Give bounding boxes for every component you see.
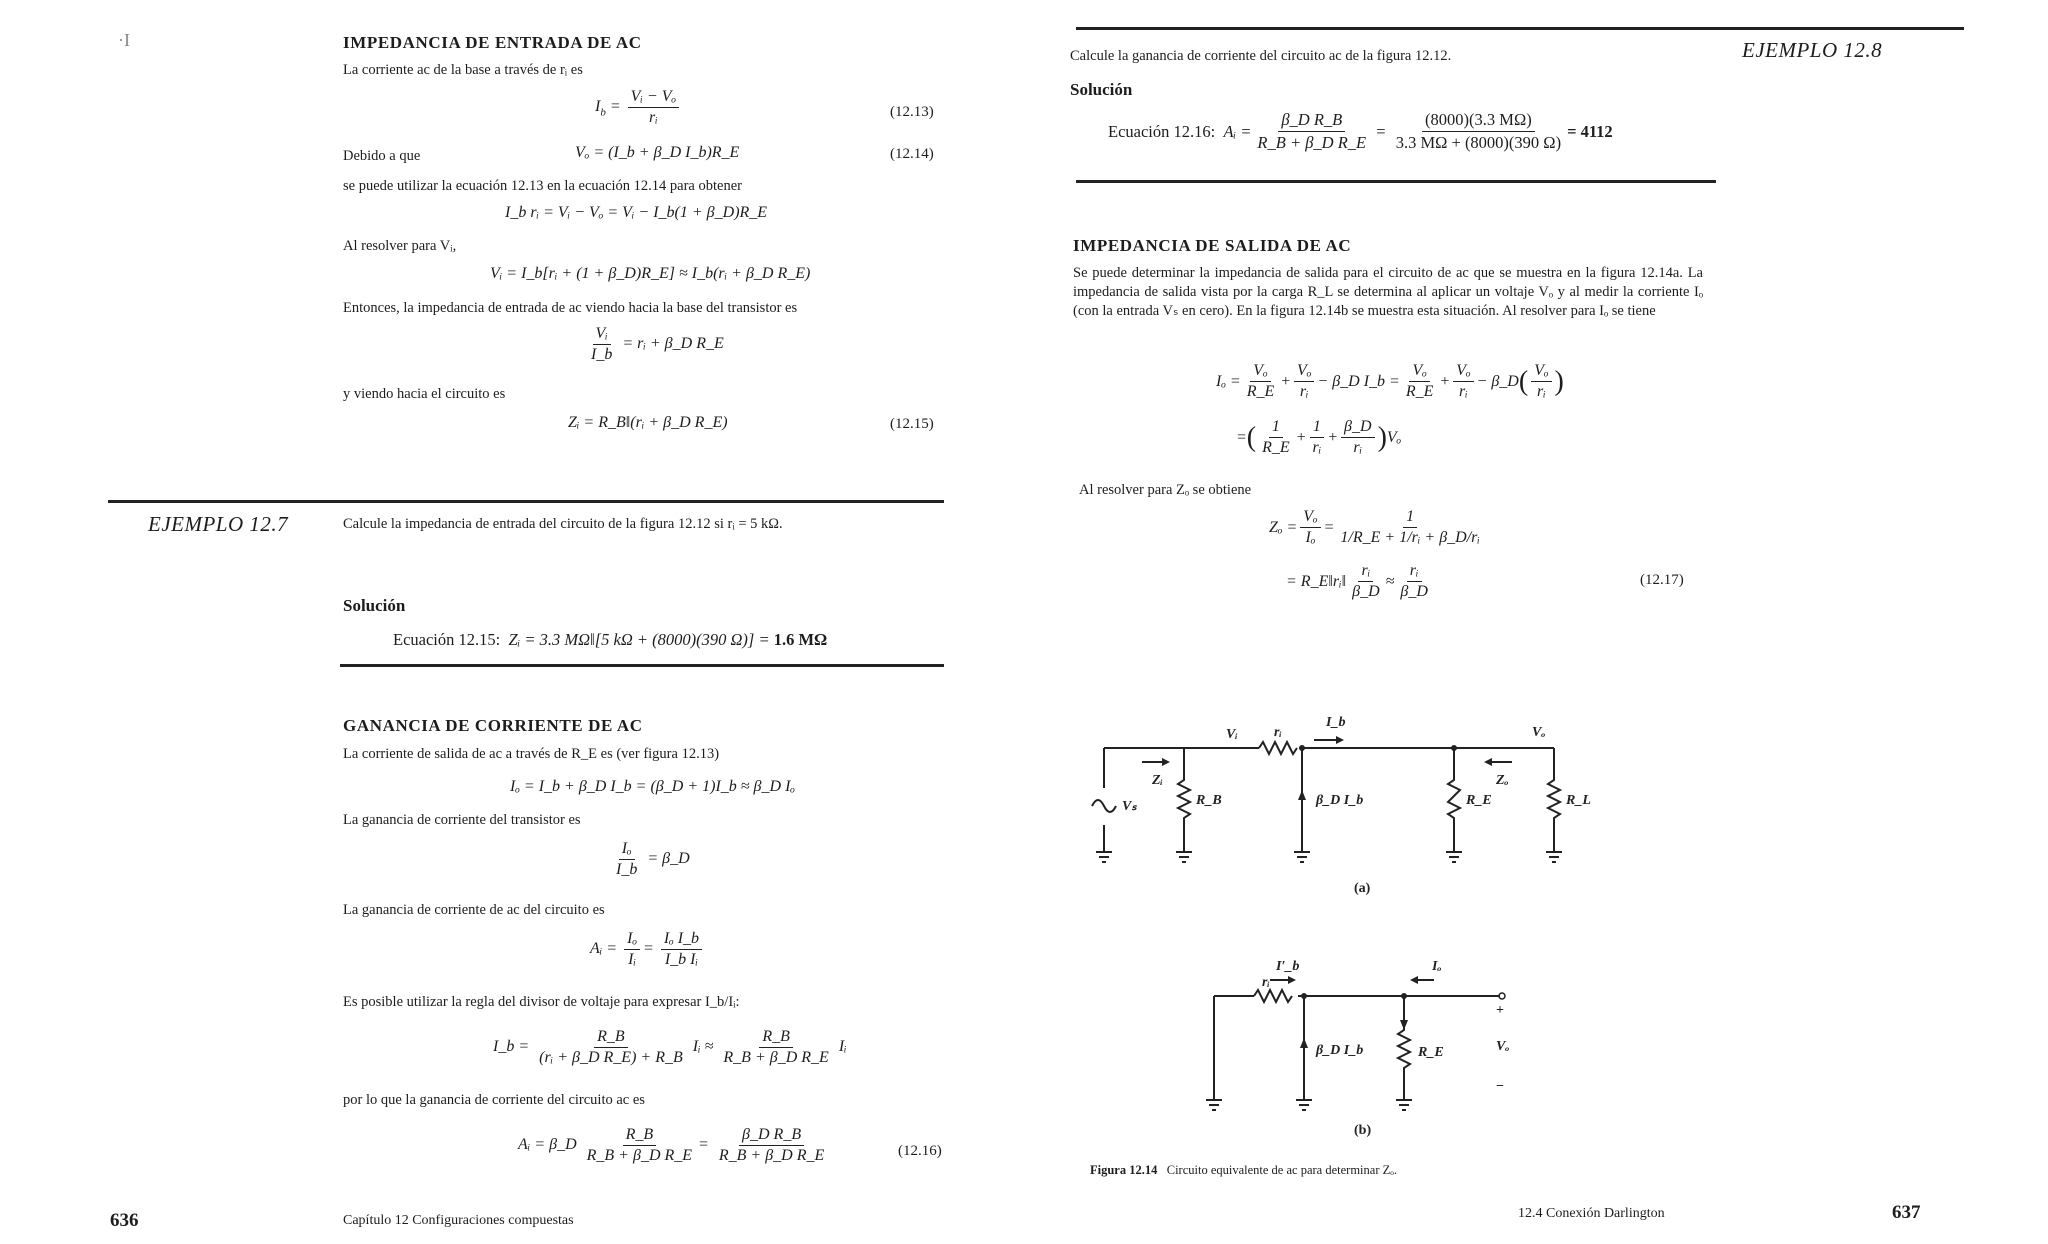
eq-mid: Iᵢ ≈ bbox=[692, 1038, 714, 1056]
fraction bbox=[1309, 418, 1324, 457]
eq-mid: ≈ bbox=[1385, 572, 1395, 590]
paragraph: Debido a que bbox=[343, 148, 421, 164]
eq-tail: Iᵢ bbox=[838, 1038, 847, 1056]
eq-result: 1.6 MΩ bbox=[773, 630, 828, 649]
label-re: R_E bbox=[1418, 1045, 1444, 1060]
circuit-figure-a bbox=[1064, 700, 1664, 910]
frac-den: I_b bbox=[591, 346, 613, 363]
node bbox=[1401, 993, 1407, 999]
frac-num: R_B bbox=[623, 1126, 657, 1146]
equation-number: (12.15) bbox=[890, 416, 934, 432]
paragraph: Es posible utilizar la regla del divisor de voltaje para expresar I_b/Iᵢ: bbox=[343, 994, 740, 1010]
equation-number: (12.14) bbox=[890, 146, 934, 162]
node bbox=[1451, 745, 1457, 751]
equation-number: (12.17) bbox=[1640, 572, 1684, 588]
paragraph: se puede utilizar la ecuación 12.13 en la ecuación 12.14 para obtener bbox=[343, 178, 742, 194]
paragraph: Al resolver para Vᵢ, bbox=[343, 238, 457, 254]
eq-lhs: Aᵢ = β_D bbox=[518, 1136, 577, 1154]
eq-prefix: Ecuación 12.16: bbox=[1108, 121, 1216, 141]
label-rb: R_B bbox=[1196, 793, 1222, 808]
resistor-rb bbox=[1178, 748, 1190, 852]
frac-num: Iₒ bbox=[624, 930, 640, 950]
ground-icon bbox=[1296, 1100, 1312, 1110]
frac-num: Iₒ I_b bbox=[661, 930, 702, 950]
paragraph: Se puede determinar la impedancia de salida para el circuito de ac que se muestra en la figura 12.14a. La impedancia de salida vista por la carga R_L se determina al aplicar un voltaje Vₒ y al medir la corriente Iₒ (con la entrada Vₛ en cero). En la figura 12.14b se muestra esta situación. Al resolver para Iₒ se tiene bbox=[1073, 265, 1703, 319]
eq-lhs: = bbox=[1236, 428, 1247, 446]
fraction bbox=[628, 88, 679, 127]
solution-equation: Ecuación 12.16: Aᵢ = $\frac{\text{β\_D R\_B}}{\text{R\_B + β\_D R\_E}}$ = $\frac{(8000)(3.3 M\Omega)}{3.3 M\Omega + (8000)(390 \Omega)}$ = 4112 bbox=[1108, 110, 1613, 152]
frac-num: β_D bbox=[1341, 418, 1375, 438]
fraction bbox=[661, 930, 702, 969]
heading-output-impedance: IMPEDANCIA DE SALIDA DE AC bbox=[1073, 236, 1352, 255]
label-re: R_E bbox=[1466, 793, 1492, 808]
resistor-rl bbox=[1548, 748, 1560, 852]
equation: Vᵢ = I_b[rᵢ + (1 + β_D)R_E] ≈ I_b(rᵢ + β_D R_E) bbox=[490, 265, 811, 282]
frac-num: 1 bbox=[1269, 418, 1283, 438]
equation: = ( $\frac{1}{R\_E}$ + $\frac{1}{\text{rᵢ}}$ + $\frac{\beta\_D}{\text{rᵢ}}$ ) Vₒ bbox=[1236, 418, 1402, 456]
right-page bbox=[1024, 0, 2048, 1244]
eq-prefix: Ecuación 12.15: bbox=[393, 630, 501, 649]
heading-input-impedance: IMPEDANCIA DE ENTRADA DE AC bbox=[343, 33, 642, 52]
figure-caption-label: Figura 12.14 bbox=[1090, 1163, 1158, 1177]
label-vs: Vₛ bbox=[1122, 799, 1137, 814]
frac-num: Vₒ bbox=[1250, 362, 1270, 382]
circuit-figure-b bbox=[1184, 950, 1584, 1150]
eq-tail: − β_D bbox=[1476, 372, 1519, 390]
frac-num: Vₒ bbox=[1300, 508, 1320, 528]
example-rule-bottom bbox=[340, 664, 944, 667]
eq-lhs: Aᵢ = bbox=[1223, 121, 1252, 141]
example-rule-bottom bbox=[1076, 180, 1716, 183]
label-ri: rᵢ bbox=[1274, 725, 1282, 740]
eq-body: Zᵢ = 3.3 MΩ‖[5 kΩ + (8000)(390 Ω)] = bbox=[508, 630, 770, 649]
frac-den: rᵢ bbox=[1299, 383, 1309, 400]
arrowhead-icon bbox=[1288, 976, 1296, 984]
solution-heading: Solución bbox=[1070, 80, 1133, 99]
equation-12-15: Zᵢ = R_B‖(rᵢ + β_D R_E) bbox=[568, 414, 728, 431]
label-io: Iₒ bbox=[1432, 959, 1442, 974]
frac-den: R_E bbox=[1405, 383, 1434, 400]
node bbox=[1299, 745, 1305, 751]
fraction bbox=[1244, 362, 1278, 401]
ground-icon bbox=[1176, 852, 1192, 862]
frac-den: R_E bbox=[1262, 439, 1290, 456]
frac-den: Iᵢ bbox=[628, 951, 636, 968]
frac-den: rᵢ bbox=[1353, 439, 1363, 456]
equation: Zₒ = $\frac{\text{Vₒ}}{\text{Iₒ}}$ = $\frac{1}{\text{1/R\_E + 1/rᵢ + β\_D/rᵢ}}$ bbox=[1269, 508, 1486, 547]
frac-num: R_B bbox=[594, 1028, 628, 1048]
frac-num: β_D R_B bbox=[739, 1126, 804, 1146]
eq-lhs: I bbox=[595, 98, 601, 116]
ground-icon bbox=[1096, 852, 1112, 862]
eq-tail: Vₒ bbox=[1386, 428, 1402, 446]
frac-num: Vₒ bbox=[1294, 362, 1314, 382]
ground-icon bbox=[1396, 1100, 1412, 1110]
page-number: 637 bbox=[1892, 1202, 1921, 1223]
ac-source bbox=[1092, 800, 1116, 812]
paragraph: por lo que la ganancia de corriente del circuito ac es bbox=[343, 1092, 645, 1108]
arrowhead-icon bbox=[1410, 976, 1418, 984]
running-footer: 12.4 Conexión Darlington bbox=[1518, 1206, 1665, 1221]
paragraph: La corriente ac de la base a través de rᵢ es bbox=[343, 62, 583, 78]
paragraph: La ganancia de corriente de ac del circuito es bbox=[343, 902, 605, 918]
label-plus: + bbox=[1496, 1003, 1504, 1018]
frac-num: rᵢ bbox=[1407, 562, 1422, 582]
frac-num: Vₒ bbox=[1409, 362, 1429, 382]
eq-result: = 4112 bbox=[1567, 121, 1613, 141]
arrowhead-icon bbox=[1336, 736, 1344, 744]
page-number: 636 bbox=[110, 1210, 139, 1231]
fraction bbox=[1453, 362, 1473, 401]
frac-den: rᵢ bbox=[1458, 383, 1468, 400]
resistor-ri bbox=[1254, 990, 1292, 1002]
arrowhead-icon bbox=[1298, 790, 1306, 800]
label-rl: R_L bbox=[1566, 793, 1591, 808]
solution-heading: Solución bbox=[343, 596, 406, 615]
ground-icon bbox=[1446, 852, 1462, 862]
frac-den: β_D bbox=[1400, 583, 1428, 600]
fraction bbox=[1393, 110, 1564, 153]
fraction bbox=[1531, 362, 1551, 401]
arrowhead-icon bbox=[1300, 1038, 1308, 1048]
frac-den: rᵢ bbox=[1312, 439, 1322, 456]
fraction bbox=[1254, 110, 1369, 153]
heading-current-gain: GANANCIA DE CORRIENTE DE AC bbox=[343, 716, 643, 735]
fraction bbox=[588, 325, 615, 364]
frac-den: 3.3 MΩ + (8000)(390 Ω) bbox=[1395, 133, 1562, 152]
eq-mid: − β_D I_b = bbox=[1317, 372, 1400, 390]
paragraph: Entonces, la impedancia de entrada de ac viendo hacia la base del transistor es bbox=[343, 300, 798, 316]
frac-den: rᵢ bbox=[1536, 383, 1546, 400]
eq-lhs: Zₒ = bbox=[1269, 518, 1298, 536]
label-minus: − bbox=[1496, 1079, 1504, 1094]
fraction bbox=[1337, 508, 1483, 547]
example-rule-top bbox=[1076, 27, 1964, 30]
frac-num: Vₒ bbox=[1453, 362, 1473, 382]
eq-lhs: Aᵢ = bbox=[590, 940, 618, 958]
frac-den: R_B + β_D R_E bbox=[586, 1147, 693, 1164]
resistor-re bbox=[1448, 748, 1460, 852]
frac-num: Vᵢ bbox=[593, 325, 611, 345]
fraction bbox=[1349, 562, 1383, 601]
paragraph: Al resolver para Zₒ se obtiene bbox=[1079, 482, 1252, 498]
paragraph: La ganancia de corriente del transistor es bbox=[343, 812, 581, 828]
fraction bbox=[1294, 362, 1314, 401]
ground-icon bbox=[1206, 1100, 1222, 1110]
equation-12-16: Aᵢ = β_D $\frac{R\_B}{\text{R\_B + β\_D R\_E}}$ = $\frac{\text{β\_D R\_B}}{\text{R\_B + β\_D R\_E}}$ bbox=[518, 1126, 830, 1165]
fraction bbox=[584, 1126, 695, 1165]
frac-num: rᵢ bbox=[1358, 562, 1373, 582]
paragraph: y viendo hacia el circuito es bbox=[343, 386, 506, 402]
stray-mark: ·I bbox=[118, 30, 130, 50]
frac-num: Vᵢ − Vₒ bbox=[628, 88, 679, 108]
equation-12-14: Vₒ = (I_b + β_D I_b)R_E bbox=[575, 144, 740, 161]
frac-den: β_D bbox=[1352, 583, 1380, 600]
paragraph: La corriente de salida de ac a través de R_E es (ver figura 12.13) bbox=[343, 746, 720, 762]
frac-den: rᵢ bbox=[648, 109, 658, 126]
figure-caption bbox=[1090, 1163, 1397, 1178]
ground-icon bbox=[1294, 852, 1310, 862]
resistor-ri bbox=[1259, 742, 1297, 754]
frac-den: (rᵢ + β_D R_E) + R_B bbox=[539, 1049, 683, 1066]
equation: I_b rᵢ = Vᵢ − Vₒ = Vᵢ − I_b(1 + β_D)R_E bbox=[505, 204, 768, 221]
frac-den: R_B + β_D R_E bbox=[723, 1049, 829, 1066]
frac-num: Iₒ bbox=[619, 840, 635, 860]
frac-den: 1/R_E + 1/rᵢ + β_D/rᵢ bbox=[1340, 529, 1480, 546]
example-label: EJEMPLO 12.8 bbox=[1742, 38, 1883, 62]
eq-lhs: = R_E‖rᵢ‖ bbox=[1286, 572, 1347, 590]
frac-den: I_b bbox=[616, 861, 638, 878]
equation bbox=[585, 325, 724, 364]
frac-num: β_D R_B bbox=[1278, 110, 1345, 132]
label-zo: Zₒ bbox=[1496, 773, 1509, 788]
fraction bbox=[1397, 562, 1431, 601]
figure-caption-b: (b) bbox=[1354, 1123, 1372, 1138]
equation-12-13: $I_b$ = $\frac{\text{Vᵢ − Vₒ}}{\text{rᵢ}}$ bbox=[595, 88, 682, 127]
fraction bbox=[624, 930, 640, 969]
solution-equation bbox=[393, 630, 827, 650]
frac-num: Vₒ bbox=[1531, 362, 1551, 382]
frac-num: (8000)(3.3 MΩ) bbox=[1422, 110, 1535, 132]
fraction bbox=[613, 840, 640, 879]
fraction bbox=[1300, 508, 1320, 547]
fraction bbox=[536, 1028, 686, 1067]
eq-lhs: Iₒ = bbox=[1216, 372, 1241, 390]
equation bbox=[610, 840, 690, 879]
label-bdib: β_D I_b bbox=[1316, 1043, 1364, 1058]
fraction bbox=[716, 1126, 827, 1165]
frac-num: 1 bbox=[1403, 508, 1417, 528]
label-bdib: β_D I_b bbox=[1316, 793, 1364, 808]
example-rule-top bbox=[108, 500, 944, 503]
equation: Iₒ = $\frac{\text{Vₒ}}{R\_E}$ + $\frac{\text{Vₒ}}{\text{rᵢ}}$ − β_D I_b = $\frac{\text{Vₒ}}{R\_E}$ + $\frac{\text{Vₒ}}{\text{rᵢ}}$ − β_D ( $\frac{\text{Vₒ}}{\text{rᵢ}}$ ) bbox=[1216, 362, 1564, 400]
label-ri: rᵢ bbox=[1262, 975, 1270, 990]
frac-num: R_B bbox=[759, 1028, 793, 1048]
fraction bbox=[1341, 418, 1375, 457]
ground-icon bbox=[1546, 852, 1562, 862]
equation: Aᵢ = $\frac{\text{Iₒ}}{\text{Iᵢ}}$ = $\frac{\text{Iₒ I\_b}}{\text{I\_b Iᵢ}}$ bbox=[590, 930, 705, 969]
equation bbox=[493, 1028, 847, 1067]
label-ib: I′_b bbox=[1276, 959, 1300, 974]
figure-caption-text: Circuito equivalente de ac para determinar Zₒ. bbox=[1166, 1163, 1397, 1177]
label-vi: Vᵢ bbox=[1226, 727, 1238, 742]
label-zi: Zᵢ bbox=[1152, 773, 1163, 788]
frac-den: R_E bbox=[1246, 383, 1275, 400]
figure-caption-a: (a) bbox=[1354, 881, 1371, 896]
label-ib: I_b bbox=[1326, 715, 1346, 730]
example-text: Calcule la ganancia de corriente del circuito ac de la figura 12.12. bbox=[1070, 48, 1452, 64]
fraction bbox=[720, 1028, 831, 1067]
running-footer: Capítulo 12 Configuraciones compuestas bbox=[343, 1213, 574, 1228]
frac-den: Iₒ bbox=[1305, 529, 1316, 546]
example-label: EJEMPLO 12.7 bbox=[148, 512, 289, 536]
equation-number: (12.16) bbox=[898, 1143, 942, 1159]
frac-den: I_b Iᵢ bbox=[664, 951, 699, 968]
arrowhead-icon bbox=[1400, 1020, 1408, 1030]
frac-num: 1 bbox=[1310, 418, 1324, 438]
frac-den: R_B + β_D R_E bbox=[1257, 133, 1367, 152]
label-vo: Vₒ bbox=[1532, 725, 1546, 740]
label-vo: Vₒ bbox=[1496, 1039, 1510, 1054]
equation-number: (12.13) bbox=[890, 104, 934, 120]
fraction bbox=[1259, 418, 1293, 457]
example-text: Calcule la impedancia de entrada del circuito de la figura 12.12 si rᵢ = 5 kΩ. bbox=[343, 516, 783, 532]
eq-rhs: = rᵢ + β_D R_E bbox=[622, 335, 724, 353]
arrowhead-icon bbox=[1162, 758, 1170, 766]
eq-rhs: = β_D bbox=[647, 850, 690, 868]
eq-lhs: I_b = bbox=[493, 1038, 530, 1056]
fraction bbox=[1403, 362, 1437, 401]
frac-den: R_B + β_D R_E bbox=[718, 1147, 825, 1164]
arrowhead-icon bbox=[1484, 758, 1492, 766]
equation: Iₒ = I_b + β_D I_b = (β_D + 1)I_b ≈ β_D Iₒ bbox=[510, 778, 795, 795]
equation-12-17 bbox=[1286, 562, 1434, 601]
node bbox=[1301, 993, 1307, 999]
